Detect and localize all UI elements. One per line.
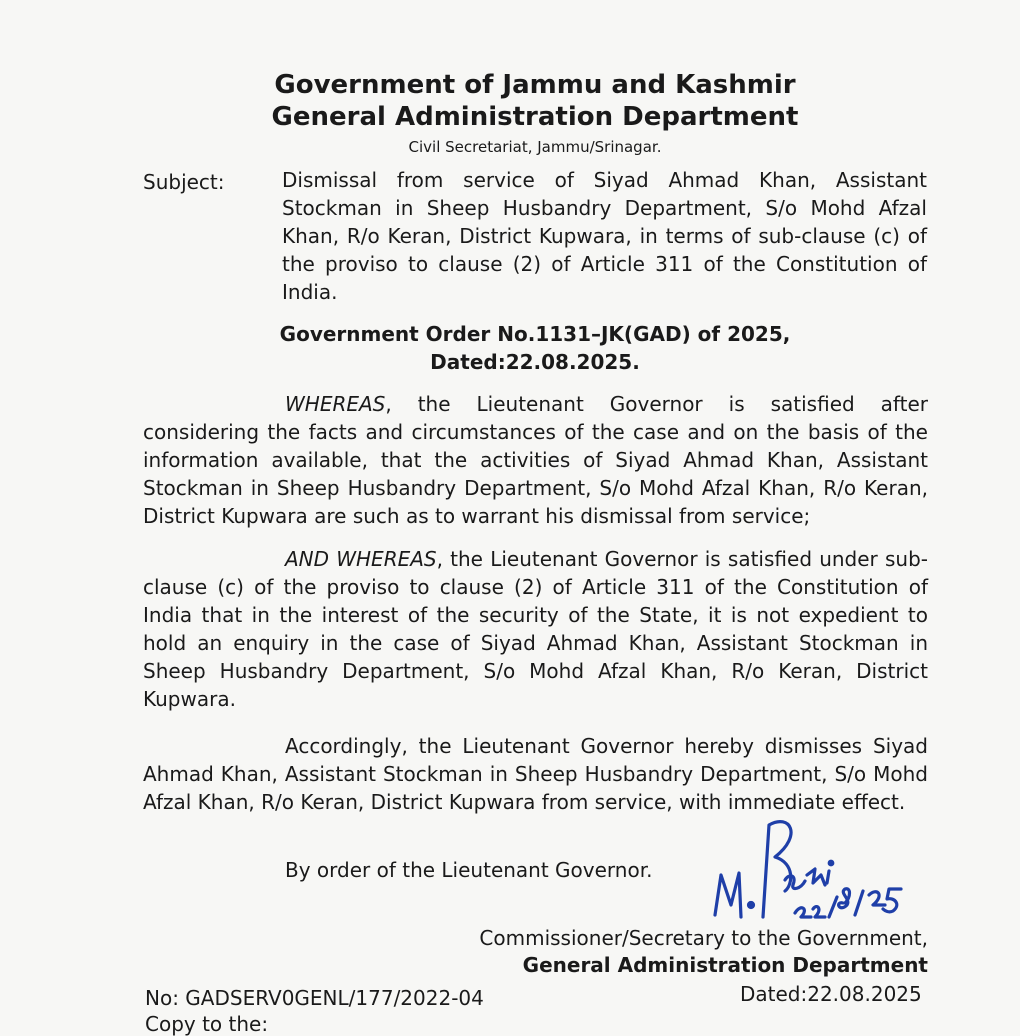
header-government: Government of Jammu and Kashmir	[274, 70, 796, 100]
header-address: Civil Secretariat, Jammu/Srinagar.	[408, 138, 662, 156]
order-date: Dated:22.08.2025.	[430, 350, 640, 374]
whereas-lead: WHEREAS	[285, 392, 386, 416]
copy-to-line: Copy to the:	[145, 1012, 269, 1036]
whereas-text: , the Lieutenant Governor is satisfied after considering the facts and circumstances of the case and on the basis of the information available, that the activities of Siyad Ahmad Khan, Assistant Stockman in Sheep Husbandry Department, S/o Mohd Afzal Khan, R/o Keran, District Kupwara are such as to warrant his dismissal from service;	[143, 392, 928, 528]
by-order-line: By order of the Lieutenant Governor.	[285, 858, 653, 882]
signatory-department: General Administration Department	[522, 953, 928, 977]
paragraph-accordingly: Accordingly, the Lieutenant Governor hereby dismisses Siyad Ahmad Khan, Assistant Stockman in Sheep Husbandry Department, S/o Mohd Afzal Khan, R/o Keran, District Kupwara from service, with immediate effect.	[143, 734, 928, 814]
header-department: General Administration Department	[271, 102, 799, 132]
signatory-title: Commissioner/Secretary to the Government,	[479, 926, 928, 950]
reference-number: No: GADSERV0GENL/177/2022-04	[145, 986, 484, 1010]
handwritten-signature	[705, 805, 905, 930]
reference-date: Dated:22.08.2025	[740, 982, 922, 1006]
subject-text: Dismissal from service of Siyad Ahmad Khan, Assistant Stockman in Sheep Husbandry Department, S/o Mohd Afzal Khan, R/o Keran, District Kupwara, in terms of sub-clause (c) of the proviso to clause (2) of Article 311 of the Constitution of India.	[282, 168, 927, 304]
order-number: Government Order No.1131–JK(GAD) of 2025,	[279, 322, 791, 346]
and-whereas-lead: AND WHEREAS	[285, 547, 437, 571]
subject-label: Subject:	[143, 170, 225, 194]
and-whereas-text: , the Lieutenant Governor is satisfied under sub-clause (c) of the proviso to clause (2) of Article 311 of the Constitution of India that in the interest of the security of the State, it is not expedient to hold an enquiry in the case of Siyad Ahmad Khan, Assistant Stockman in Sheep Husbandry Department, S/o Mohd Afzal Khan, R/o Keran, District Kupwara.	[143, 547, 928, 711]
paragraph-whereas	[143, 390, 928, 530]
paragraph-and-whereas	[143, 545, 928, 713]
